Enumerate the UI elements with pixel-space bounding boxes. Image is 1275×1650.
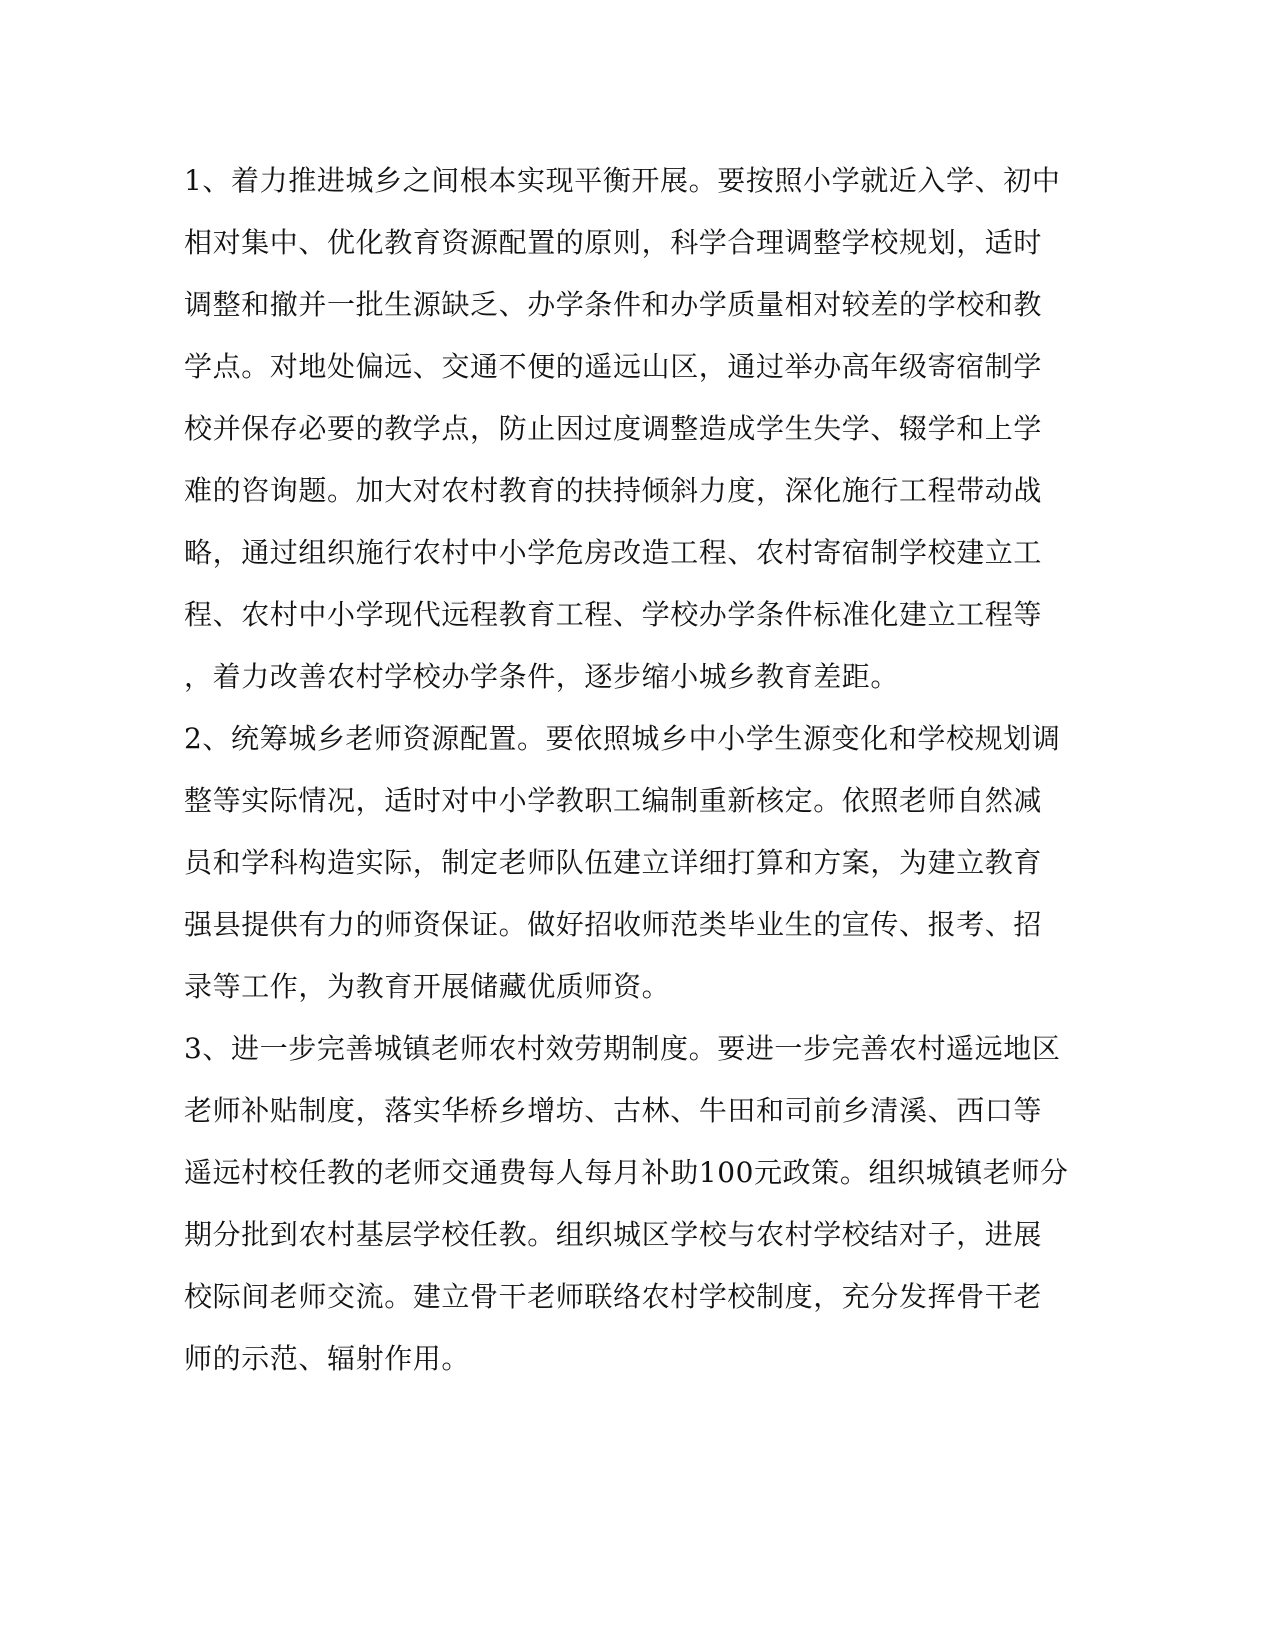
text-line: 2、统筹城乡老师资源配置。要依照城乡中小学生源变化和学校规划调 bbox=[184, 722, 1061, 755]
text-line: 略，通过组织施行农村中小学危房改造工程、农村寄宿制学校建立工 bbox=[184, 536, 1043, 569]
text-line: ，着力改善农村学校办学条件，逐步缩小城乡教育差距。 bbox=[184, 660, 900, 693]
text-line: 调整和撤并一批生源缺乏、办学条件和办学质量相对较差的学校和教 bbox=[184, 288, 1043, 321]
document-body bbox=[184, 157, 1069, 1397]
text-line: 整等实际情况，适时对中小学教职工编制重新核定。依照老师自然减 bbox=[184, 784, 1043, 817]
text-line: 程、农村中小学现代远程教育工程、学校办学条件标准化建立工程等 bbox=[184, 598, 1043, 631]
text-line: 老师补贴制度，落实华桥乡增坊、古林、牛田和司前乡清溪、西口等 bbox=[184, 1094, 1043, 1127]
text-line: 员和学科构造实际，制定老师队伍建立详细打算和方案，为建立教育 bbox=[184, 846, 1043, 879]
text-line: 学点。对地处偏远、交通不便的遥远山区，通过举办高年级寄宿制学 bbox=[184, 350, 1043, 383]
text-line: 期分批到农村基层学校任教。组织城区学校与农村学校结对子，进展 bbox=[184, 1218, 1043, 1251]
text-line: 1、着力推进城乡之间根本实现平衡开展。要按照小学就近入学、初中 bbox=[184, 164, 1061, 197]
text-line: 相对集中、优化教育资源配置的原则，科学合理调整学校规划，适时 bbox=[184, 226, 1043, 259]
text-line: 录等工作，为教育开展储藏优质师资。 bbox=[184, 970, 671, 1003]
text-line: 校并保存必要的教学点，防止因过度调整造成学生失学、辍学和上学 bbox=[184, 412, 1043, 445]
text-line: 遥远村校任教的老师交通费每人每月补助100元政策。组织城镇老师分 bbox=[184, 1156, 1069, 1189]
text-line: 3、进一步完善城镇老师农村效劳期制度。要进一步完善农村遥远地区 bbox=[184, 1032, 1061, 1065]
text-line: 难的咨询题。加大对农村教育的扶持倾斜力度，深化施行工程带动战 bbox=[184, 474, 1043, 507]
text-line: 强县提供有力的师资保证。做好招收师范类毕业生的宣传、报考、招 bbox=[184, 908, 1043, 941]
text-line: 校际间老师交流。建立骨干老师联络农村学校制度，充分发挥骨干老 bbox=[184, 1280, 1043, 1313]
text-line: 师的示范、辐射作用。 bbox=[184, 1342, 471, 1375]
